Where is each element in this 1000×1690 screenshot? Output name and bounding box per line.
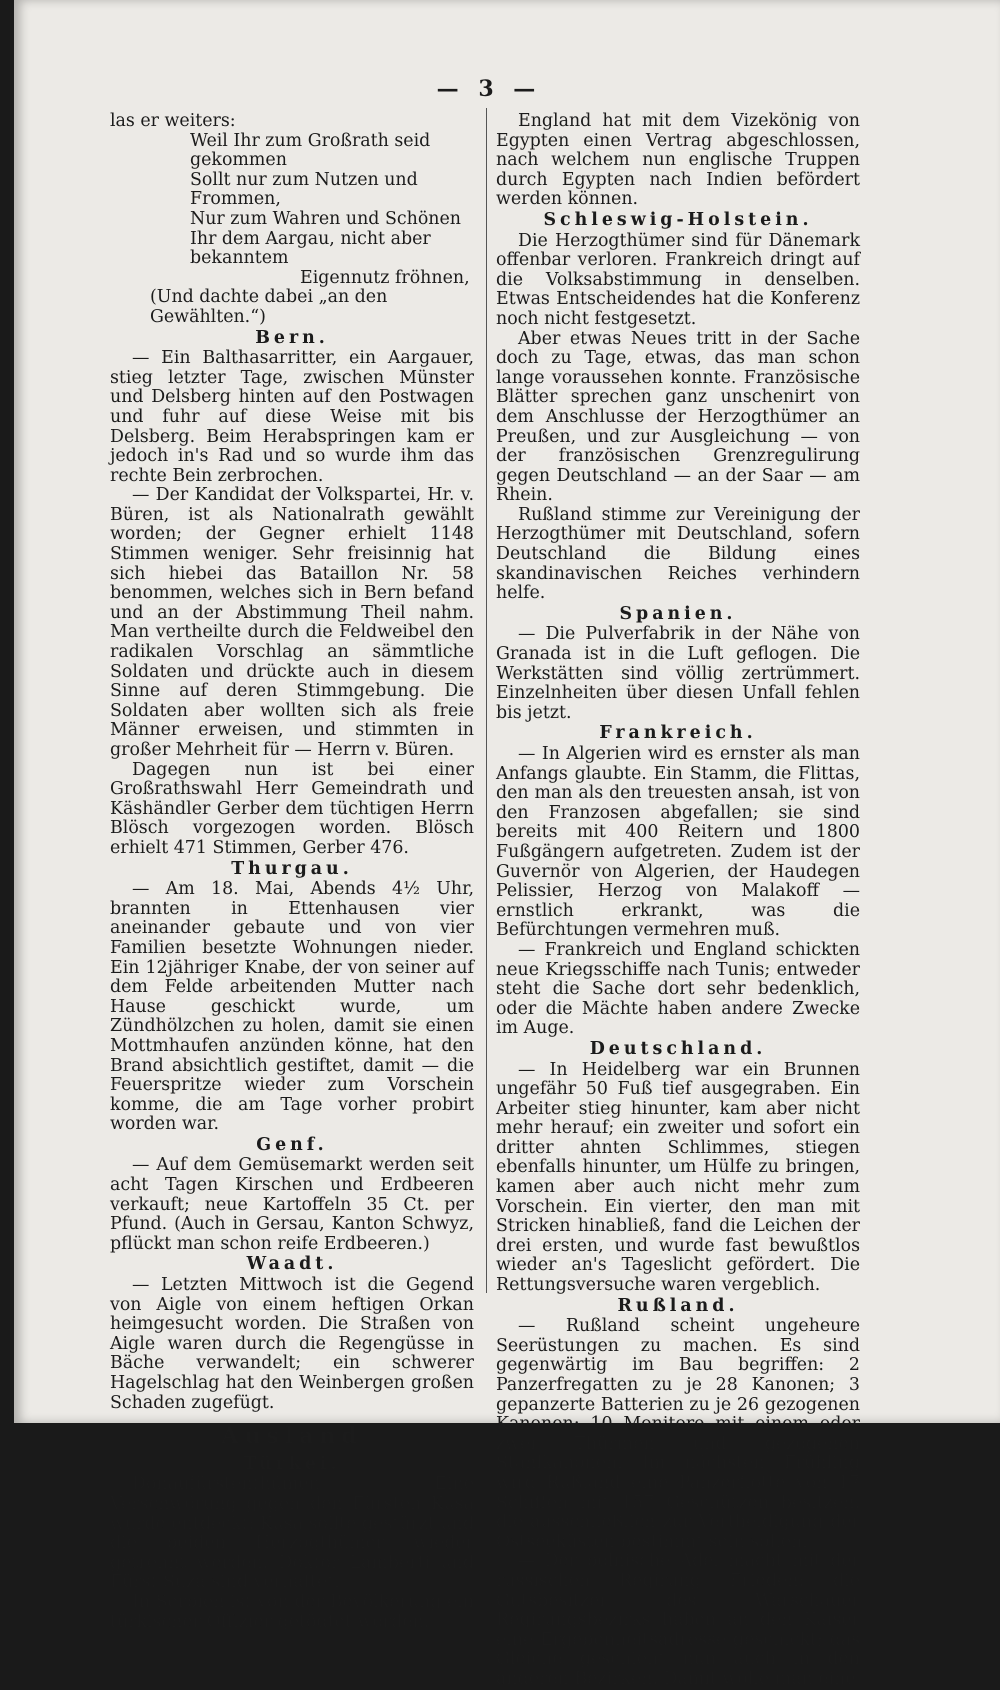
article-paragraph: — Der Kandidat der Volkspartei, Hr. v. Büren, ist als Nationalrath gewählt worden; der Gegner erhielt 1148 Stimmen weniger. Sehr freisinnig hat sich hiebei das Bataillon Nr. 58 benommen, welches sich in Bern befand und an der Abstimmung Theil nahm. Man vertheilte durch die Feldweibel den radikalen Vorschlag an sämmtliche Soldaten und drückte auch in diesem Sinne auf deren Stimmgebung. Die Soldaten aber wollten sich als freie Männer erweisen, und stimmten in großer Mehrheit für — Herrn v. Büren. xyxy=(110,485,474,760)
article-paragraph: Donaufürstenthümer. Eine Verschwörung gegen den Fürsten Kusa wurde entdeckt; Kusa sollte gestürzt und die beiden Herzogthümer wieder getrennt werden. Doktor Lamberti und Fürst Suza sind verhaftet. xyxy=(110,1474,474,1593)
article-paragraph: — Am 18. Mai, Abends 4½ Uhr, brannten in Ettenhausen vier aneinander gebaute und von vier Familien besetzte Wohnungen nieder. Ein 12jähriger Knabe, der von seiner auf dem Felde arbeitenden Mutter nach Hause geschickt wurde, um Zündhölzchen zu holen, damit sie einen Mottmhaufen anzünden könne, hat den Brand absichtlich gestiftet, damit — die Feuerspritze wieder zum Vorschein komme, die am Tage vorher probirt worden war. xyxy=(110,879,474,1135)
section-heading-ausland: Ausland xyxy=(221,1423,363,1450)
section-heading-bern: Bern. xyxy=(255,327,329,348)
section-heading-thurgau: Thurgau. xyxy=(231,858,353,879)
poem-line: Eigennutz fröhnen, xyxy=(300,267,470,288)
article-paragraph: Die Herzogthümer sind für Dänemark offenbar verloren. Frankreich dringt auf die Volksabstimmung in denselben. Etwas Entscheidendes hat die Konferenz noch nicht festgesetzt. xyxy=(496,230,860,329)
right-column xyxy=(496,112,860,1690)
article-paragraph: — Die Pulverfabrik in der Nähe von Granada ist in die Luft geflogen. Die Werkstätten sind völlig zertrümmert. Einzelnheiten über diesen Unfall fehlen bis jetzt. xyxy=(496,624,860,723)
article-paragraph: — Letzten Mittwoch ist die Gegend von Aigle von einem heftigen Orkan heimgesucht worden. Die Straßen von Aigle waren durch die Regengüsse in Bäche verwandelt; ein schwerer Hagelschlag hat den Weinbergen großen Schaden zugefügt. xyxy=(110,1275,474,1413)
section-heading-frankreich: Frankreich. xyxy=(599,723,757,744)
section-heading-deutschland: Deutschland. xyxy=(589,1038,767,1059)
left-column xyxy=(110,112,474,1632)
column-divider xyxy=(486,108,487,1293)
poem-line: Ihr dem Aargau, nicht aber bekanntem xyxy=(190,228,431,269)
article-paragraph: — Rußland scheint ungeheure Seerüstungen zu machen. Es sind gegenwärtig im Bau begriffen: 2 Panzerfregatten zu je 28 Kanonen; 3 gepanzerte Batterien zu je 26 gezogenen Kanonen; 10 Monitore mit einem oder zwei Thürmen und gezogenen Stahlkanonen. Im nächsten Frühling wird Rußland eine Panzerflotte von 17 Schiffen mit 157 Geschützen besitzen, die ausschließlich zur Vertheidigung der Ostseeküsten bestimmt sein sollen. xyxy=(496,1316,860,1552)
article-paragraph: — Frankreich und England schickten neue Kriegsschiffe nach Tunis; entweder steht die Sache dort sehr bedenklich, oder die Mächte haben andere Zwecke im Auge. xyxy=(496,939,860,1039)
page-number: — 3 — xyxy=(436,76,542,102)
article-paragraph: — In Heidelberg war ein Brunnen ungefähr 50 Fuß tief ausgegraben. Ein Arbeiter stieg hinunter, kam aber nicht mehr herauf; ein zweiter und sofort ein dritter ahnten Schlimmes, stiegen ebenfalls hinunter, um Hülfe zu bringen, kamen aber auch nicht mehr zum Vorschein. Ein vierter, den man mit Stricken hinabließ, fand die Leichen der drei ersten, und wurde fast bewußtlos wieder an's Tageslicht gefördert. Die Rettungsversuche waren vergeblich. xyxy=(496,1059,860,1296)
article-paragraph: — Der polnische Adel macht mit der russischen Regirung Frieden; die Gutsbesitzer des Warschauer Regirungsbezirks haben an den Kaiser eine Ergebenheitsadresse geschickt; das Gleiche geschieht nun auch in den anderen Bezirken. Damit wolle man eine xyxy=(496,1551,860,1689)
section-heading-waadt: Waadt. xyxy=(246,1254,338,1275)
article-paragraph: Dagegen nun ist bei einer Großrathswahl Herr Gemeindrath und Käshändler Gerber dem tüchtigen Herrn Blösch vorgezogen worden. Blösch erhielt 471 Stimmen, Gerber 476. xyxy=(110,759,474,858)
article-paragraph: — Ein Balthasarritter, ein Aargauer, stieg letzter Tage, zwischen Münster und Delsberg hinten auf den Postwagen und fuhr auf diese Weise mit bis Delsberg. Beim Herabspringen kam er jedoch in's Rad und so wurde ihm das rechte Bein zerbrochen. xyxy=(110,348,474,486)
poem-line: Nur zum Wahren und Schönen xyxy=(190,208,461,229)
poem-line: (Und dachte dabei „an den Gewählten.“) xyxy=(150,287,388,327)
article-paragraph: England hat mit dem Vizekönig von Egypten einen Vertrag abgeschlossen, nach welchem nun englische Truppen durch Egypten nach Indien befördert werden können. xyxy=(496,111,860,210)
section-heading-spanien: Spanien. xyxy=(619,603,737,624)
article-paragraph: Aber etwas Neues tritt in der Sache doch zu Tage, etwas, das man schon lange voraussehen konnte. Französische Blätter sprechen ganz unschenirt von dem Anschlusse der Herzogthümer an Preußen, und zur Ausgleichung — von der französischen Grenzregulirung gegen Deutschland — an der Saar — am Rhein. xyxy=(496,328,860,506)
section-heading-genf: Genf. xyxy=(256,1134,328,1155)
poem-line: Sollt nur zum Nutzen und Frommen, xyxy=(190,169,418,210)
poem xyxy=(110,132,474,328)
article-paragraph: — Auf dem Gemüsemarkt werden seit acht Tagen Kirschen und Erdbeeren verkauft; neue Kartoffeln 35 Ct. per Pfund. (Auch in Gersau, Kanton Schwyz, pflückt man schon reife Erdbeeren.) xyxy=(110,1155,474,1254)
section-heading-schleswig-holstein: Schleswig-Holstein. xyxy=(543,209,813,230)
article-paragraph: — In Algerien wird es ernster als man Anfangs glaubte. Ein Stamm, die Flittas, den man als den treuesten ansah, ist von den Franzosen abgefallen; sie sind bereits mit 400 Reitern und 1800 Fußgängern aufgetreten. Zudem ist der Guvernör von Algerien, der Haudegen Pelissier, Herzog von Malakoff — ernstlich erkrankt, was die Befürchtungen vermehren muß. xyxy=(496,744,860,941)
poem-line: Weil Ihr zum Großrath seid gekommen xyxy=(190,130,431,171)
section-heading-tuerkei: Türkei. xyxy=(243,1453,341,1474)
article-paragraph: In Serbien ist von der Bevölkerung ein türkischer Offizier getödtet worden. xyxy=(110,1591,474,1632)
section-heading-russland: Rußland. xyxy=(617,1295,739,1316)
newspaper-page xyxy=(14,0,1000,1689)
intro-line: las er weiters: xyxy=(110,111,236,131)
article-paragraph: Rußland stimme zur Vereinigung der Herzogthümer mit Deutschland, sofern Deutschland die Bildung eines skandinavischen Reiches verhindern helfe. xyxy=(496,504,860,604)
